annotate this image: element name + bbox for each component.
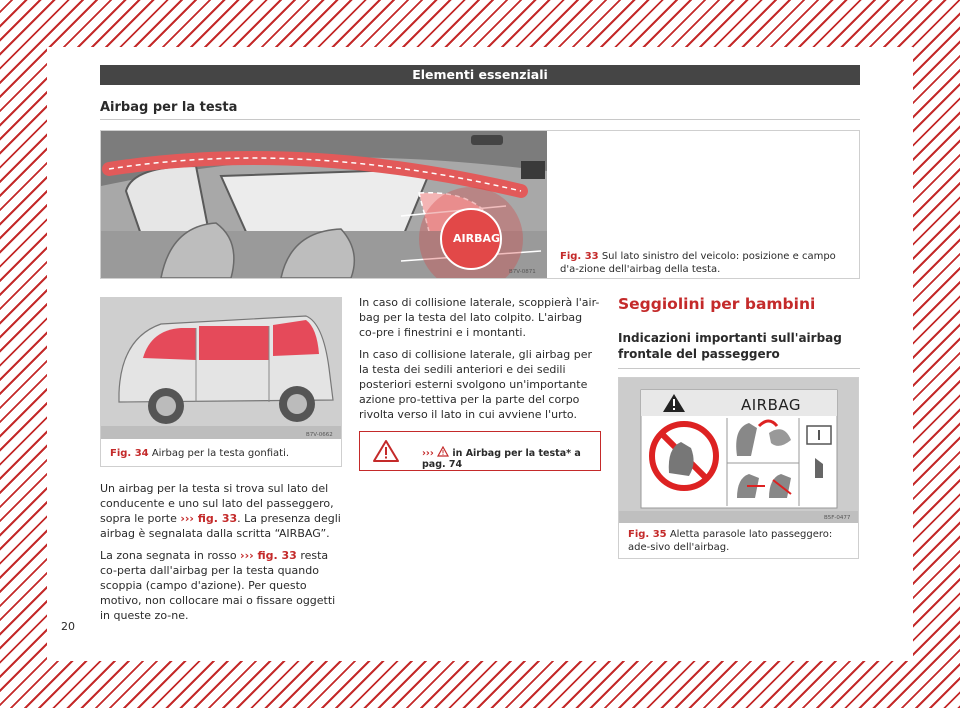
figure-34-label: Fig. 34 xyxy=(110,448,149,459)
figure-35 xyxy=(618,377,859,559)
paragraph: In caso di collisione laterale, scoppierà l'air-bag per la testa del lato colpito. L'airbag co-pre i finestrini e i montanti. xyxy=(359,296,600,339)
figure-34-caption xyxy=(110,447,336,460)
figure-35-label: Fig. 35 xyxy=(628,529,667,540)
warning-reference[interactable] xyxy=(422,446,597,470)
ref-arrow: ››› xyxy=(422,448,434,459)
figure-33-illustration xyxy=(101,131,547,278)
figure-33-caption-text: Sul lato sinistro del veicolo: posizione e campo d'a-zione dell'airbag della testa. xyxy=(560,251,836,275)
figure-33 xyxy=(100,130,860,279)
figure-33-caption xyxy=(560,250,852,276)
figure-34-illustration xyxy=(101,298,341,439)
paragraph xyxy=(100,548,346,623)
fig33-link[interactable]: fig. 33 xyxy=(193,512,238,525)
warning-text: in Airbag per la testa* a pag. 74 xyxy=(422,448,581,470)
page-number: 20 xyxy=(61,620,75,633)
text: . La presenza degli airbag è segnalata dalla scritta “AIRBAG”. xyxy=(100,512,341,540)
ref-arrow: ››› xyxy=(180,512,194,525)
sub-heading: Indicazioni importanti sull'airbag frontale del passeggero xyxy=(618,331,842,361)
sticker-title: AIRBAG xyxy=(741,396,802,414)
figure-33-label: Fig. 33 xyxy=(560,251,599,262)
figure-35-illustration xyxy=(619,378,858,523)
warning-box xyxy=(359,431,601,471)
title-divider xyxy=(100,119,860,120)
chapter-header: Elementi essenziali xyxy=(100,65,860,85)
text: La zona segnata in rosso xyxy=(100,549,241,562)
text: Un airbag per la testa si trova sul lato del conducente e uno sul lato del passeggero, sopra le porte xyxy=(100,482,334,525)
warning-triangle-icon xyxy=(373,439,399,463)
paragraph: In caso di collisione laterale, gli airbag per la testa dei sedili anteriori e dei sedili posteriori esterni svolgono un'importante azione pro-tettiva per la parte del corpo rivolta verso il lato in cui avviene l'urto. xyxy=(359,348,593,421)
section-heading: Seggiolini per bambini xyxy=(618,295,816,313)
figure-33-code: B7V-0871 xyxy=(509,269,536,275)
figure-34-caption-text: Airbag per la testa gonfiati. xyxy=(151,448,290,459)
figure-35-caption-text: Aletta parasole lato passeggero: ade-sivo dell'airbag. xyxy=(628,529,833,553)
figure-35-code: B5F-0477 xyxy=(824,515,851,521)
figure-35-caption xyxy=(628,528,854,554)
body-column-2 xyxy=(359,295,601,429)
paragraph xyxy=(100,481,346,541)
fig33-link[interactable]: fig. 33 xyxy=(253,549,297,562)
ref-arrow: ››› xyxy=(240,549,254,562)
manual-page xyxy=(47,47,913,661)
text: resta co-perta dall'airbag per la testa quando scoppia (campo d'azione). Per questo motivo, non collocare mai o fissare oggetti in queste zo-ne. xyxy=(100,549,336,622)
body-column-1 xyxy=(100,481,346,630)
figure-34-code: B7V-0662 xyxy=(306,432,333,438)
figure-34 xyxy=(100,297,342,467)
sub-heading-divider xyxy=(618,368,860,369)
small-warning-icon xyxy=(437,446,449,457)
section-title: Airbag per la testa xyxy=(100,100,238,115)
airbag-badge: AIRBAG xyxy=(453,232,501,245)
